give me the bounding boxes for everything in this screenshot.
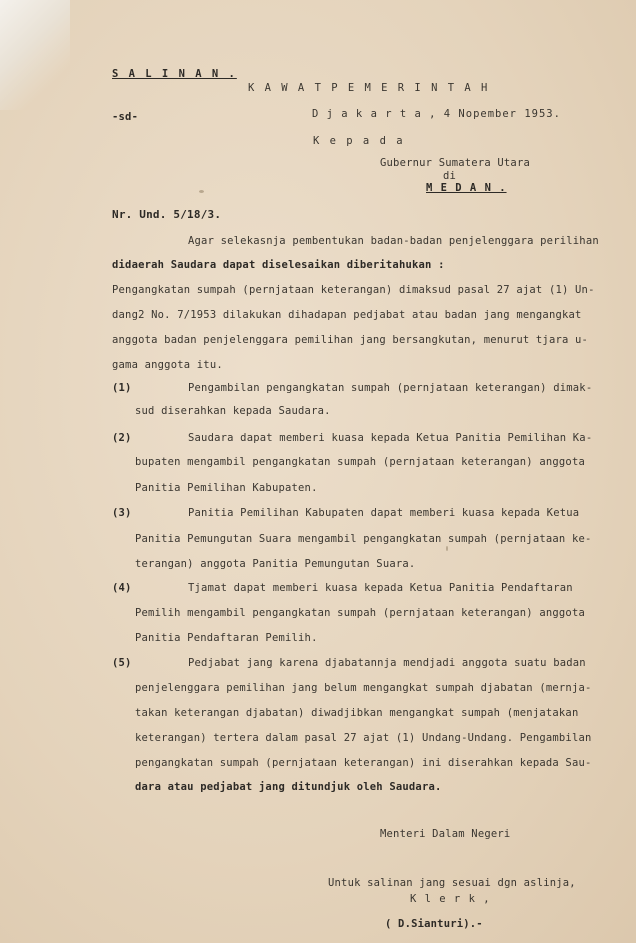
item-line: Saudara dapat memberi kuasa kepada Ketua Panitia Pemilihan Ka-	[188, 432, 593, 444]
body-line: anggota badan penjelenggara pemilihan jang bersangkutan, menurut tjara u-	[112, 334, 589, 346]
item-line: sud diserahkan kepada Saudara.	[135, 405, 331, 417]
item-line: bupaten mengambil pengangkatan sumpah (pernjataan keterangan) anggota	[135, 456, 585, 468]
paper-stain	[446, 546, 448, 551]
copy-note: Untuk salinan jang sesuai dgn aslinja,	[328, 877, 576, 889]
item-line: takan keterangan djabatan) diwadjibkan mengangkat sumpah (menjatakan	[135, 707, 579, 719]
item-number: (4)	[112, 582, 132, 594]
salinan-label: S A L I N A N .	[112, 68, 237, 80]
clerk-role: K l e r k ,	[410, 893, 491, 905]
signing-official: Menteri Dalam Negeri	[380, 828, 511, 840]
body-line: dang2 No. 7/1953 dilakukan dihadapan pedjabat atau badan jang mengangkat	[112, 309, 582, 321]
item-line: pengangkatan sumpah (pernjataan keterangan) ini diserahkan kepada Sau-	[135, 757, 592, 769]
item-number: (3)	[112, 507, 132, 519]
body-line: Pengangkatan sumpah (pernjataan keterangan) dimaksud pasal 27 ajat (1) Un-	[112, 284, 595, 296]
body-line: Agar selekasnja pembentukan badan-badan penjelenggara perilihan	[188, 235, 599, 247]
item-line: Pemilih mengambil pengangkatan sumpah (pernjataan keterangan) anggota	[135, 607, 585, 619]
item-line: Tjamat dapat memberi kuasa kepada Ketua Panitia Pendaftaran	[188, 582, 573, 594]
kepada-label: K e p a d a	[313, 135, 405, 147]
item-number: (5)	[112, 657, 132, 669]
body-line: gama anggota itu.	[112, 359, 223, 371]
item-line: keterangan) tertera dalam pasal 27 ajat (1) Undang-Undang. Pengambilan	[135, 732, 592, 744]
recipient-city: M E D A N .	[426, 182, 507, 194]
item-line: Pedjabat jang karena djabatannja mendjadi anggota suatu badan	[188, 657, 586, 669]
item-line: terangan) anggota Panitia Pemungutan Suara.	[135, 558, 416, 570]
item-line: Panitia Pendaftaran Pemilih.	[135, 632, 318, 644]
item-line: Pengambilan pengangkatan sumpah (pernjataan keterangan) dimak-	[188, 382, 593, 394]
item-line: penjelenggara pemilihan jang belum mengangkat sumpah djabatan (mernja-	[135, 682, 592, 694]
item-line: Panitia Pemungutan Suara mengambil pengangkatan sumpah (pernjataan ke-	[135, 533, 592, 545]
sd-mark: -sd-	[112, 111, 139, 123]
paper-stain	[199, 190, 204, 193]
body-line: didaerah Saudara dapat diselesaikan diberitahukan :	[112, 259, 445, 271]
item-line: dara atau pedjabat jang ditundjuk oleh Saudara.	[135, 781, 442, 793]
recipient: Gubernur Sumatera Utara	[380, 157, 530, 169]
recipient-di: di	[443, 170, 457, 182]
item-line: Panitia Pemilihan Kabupaten.	[135, 482, 318, 494]
item-number: (1)	[112, 382, 132, 394]
clerk-name: ( D.Sianturi).-	[385, 918, 483, 930]
page-corner-tear	[0, 0, 70, 110]
reference-number: Nr. Und. 5/18/3.	[112, 208, 222, 221]
item-number: (2)	[112, 432, 132, 444]
item-line: Panitia Pemilihan Kabupaten dapat memberi kuasa kepada Ketua	[188, 507, 580, 519]
date-line: D j a k a r t a , 4 Nopember 1953.	[312, 108, 561, 120]
kawat-pemerintah-title: K A W A T P E M E R I N T A H	[248, 82, 490, 94]
